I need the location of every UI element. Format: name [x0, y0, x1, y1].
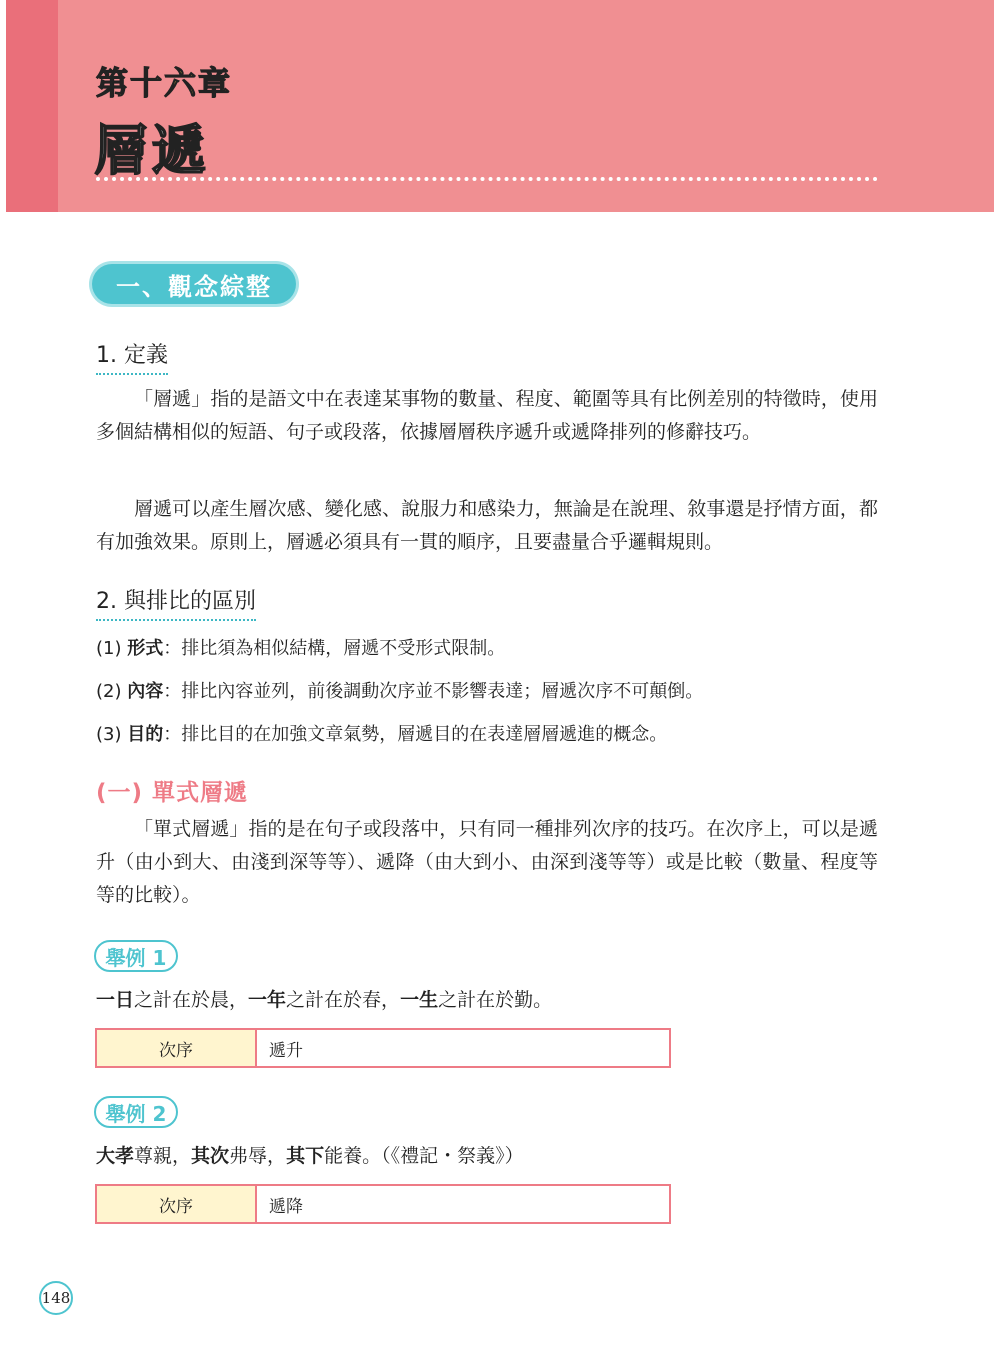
definition-heading [96, 338, 168, 375]
difference-item-purpose: (3) 目的：排比目的在加強文章氣勢，層遞目的在表達層層遞進的概念。 [96, 724, 668, 745]
chapter-number: 第十六章 [96, 64, 233, 102]
example-badge-1: 舉例 1 [94, 940, 178, 972]
order-label: 次序 [97, 1186, 257, 1222]
difference-heading [96, 584, 256, 621]
single-type-heading: (一) 單式層遞 [96, 780, 249, 806]
difference-item-content: (2) 內容：排比內容並列，前後調動次序並不影響表達；層遞次序不可顛倒。 [96, 681, 704, 702]
heading-underline [96, 373, 168, 375]
order-value: 遞升 [269, 1040, 303, 1061]
difference-item-form: (1) 形式：排比須為相似結構，層遞不受形式限制。 [96, 638, 506, 659]
section-pill: 一、觀念綜整 [92, 264, 296, 304]
example-badge-2: 舉例 2 [94, 1096, 178, 1128]
definition-paragraph-2: 層遞可以產生層次感、變化感、說服力和感染力，無論是在說理、敘事還是抒情方面，都有加強效果。原則上，層遞必須具有一貫的順序，且要盡量合乎邏輯規則。 [96, 498, 878, 553]
single-type-paragraph: 「單式層遞」指的是在句子或段落中，只有同一種排列次序的技巧。在次序上，可以是遞升（由小到大、由淺到深等等）、遞降（由大到小、由深到淺等等）或是比較（數量、程度等等的比較）。 [96, 818, 878, 906]
difference-heading-text: 2. 與排比的區別 [96, 589, 256, 614]
example-sentence-1: 一日之計在於晨，一年之計在於春，一生之計在於勤。 [96, 989, 553, 1011]
order-label: 次序 [97, 1030, 257, 1066]
banner-accent-strip [6, 0, 58, 212]
chapter-title: 層遞 [94, 119, 210, 182]
order-table-1 [95, 1028, 671, 1068]
heading-underline [96, 619, 256, 621]
definition-heading-text: 1. 定義 [96, 343, 168, 368]
banner-dotted-divider [96, 177, 878, 181]
example-sentence-2: 大孝尊親，其次弗辱，其下能養。（《禮記・祭義》） [96, 1145, 524, 1167]
definition-paragraph-1: 「層遞」指的是語文中在表達某事物的數量、程度、範圍等具有比例差別的特徵時，使用多個結構相似的短語、句子或段落，依據層層秩序遞升或遞降排列的修辭技巧。 [96, 388, 878, 443]
page-number: 148 [39, 1281, 73, 1315]
order-table-2 [95, 1184, 671, 1224]
order-value: 遞降 [269, 1196, 303, 1217]
